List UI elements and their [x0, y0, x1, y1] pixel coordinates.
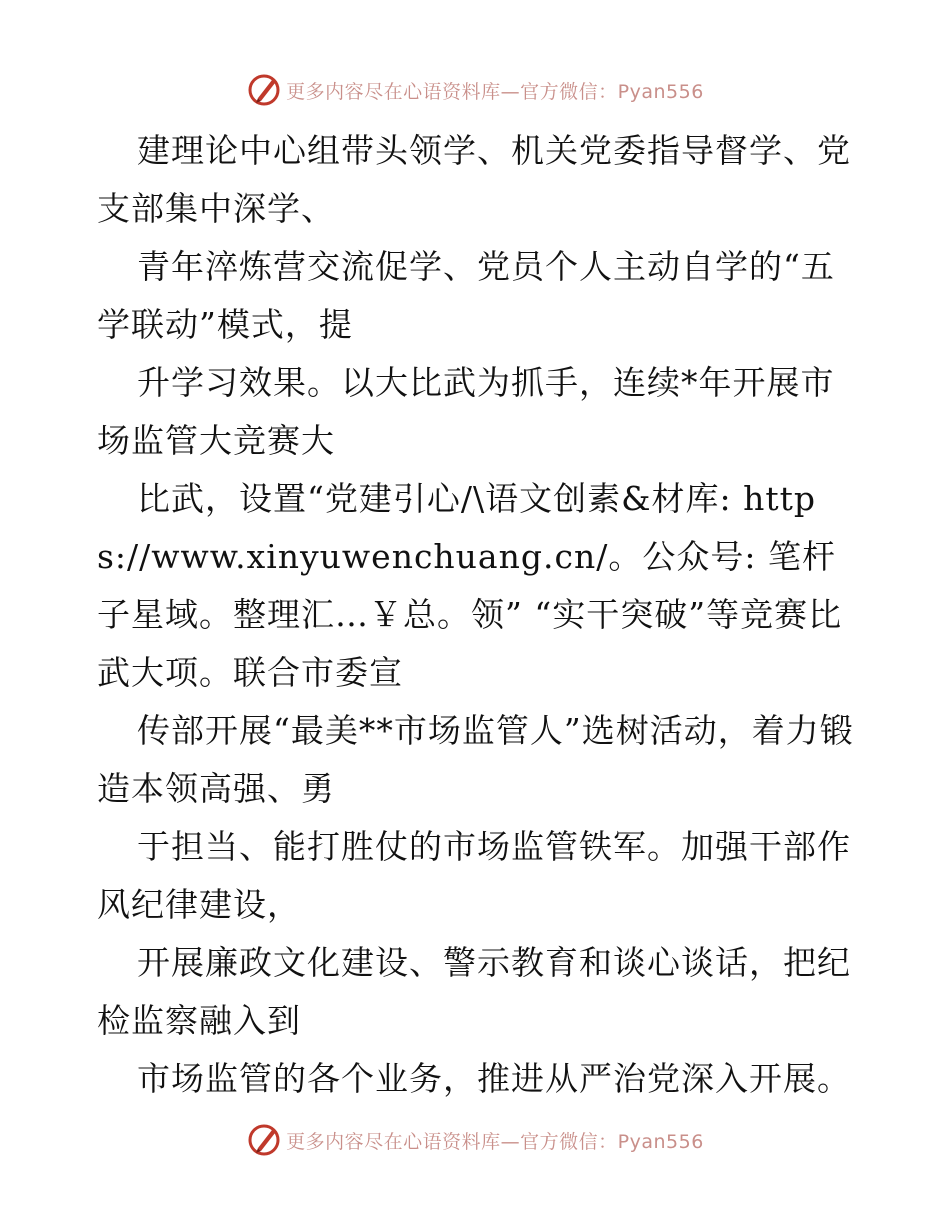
paragraph: 升学习效果。以大比武为抓手，连续*年开展市场监管大竞赛大 — [97, 363, 835, 460]
watermark-text: 更多内容尽在心语资料库—官方微信：Pyan556 — [286, 1130, 704, 1153]
document-body — [97, 122, 857, 1108]
paragraph: 传部开展“最美**市场监管人”选树活动，着力锻造本领高强、勇 — [97, 711, 854, 808]
footer-watermark — [0, 1120, 950, 1160]
paragraph: 开展廉政文化建设、警示教育和谈心谈话，把纪检监察融入到 — [97, 943, 851, 1040]
pen-logo-icon — [246, 1122, 282, 1158]
watermark-text: 更多内容尽在心语资料库—官方微信：Pyan556 — [286, 80, 704, 103]
paragraph: 青年淬炼营交流促学、党员个人主动自学的“五学联动”模式，提 — [97, 247, 835, 344]
paragraph: 比武，设置“党建引心/\语文创素&材库: https://www.xinyuwenchuang.cn/。公众号: 笔杆子星域。整理汇…￥总。领” “实干突破”等竞赛比武大项。联合市委宣 — [97, 479, 843, 692]
pen-logo-icon — [246, 72, 282, 108]
paragraph: 市场监管的各个业务，推进从严治党深入开展。 — [137, 1059, 851, 1098]
paragraph: 于担当、能打胜仗的市场监管铁军。加强干部作风纪律建设， — [97, 827, 851, 924]
header-watermark — [0, 70, 950, 110]
paragraph: 建理论中心组带头领学、机关党委指导督学、党支部集中深学、 — [97, 131, 851, 228]
